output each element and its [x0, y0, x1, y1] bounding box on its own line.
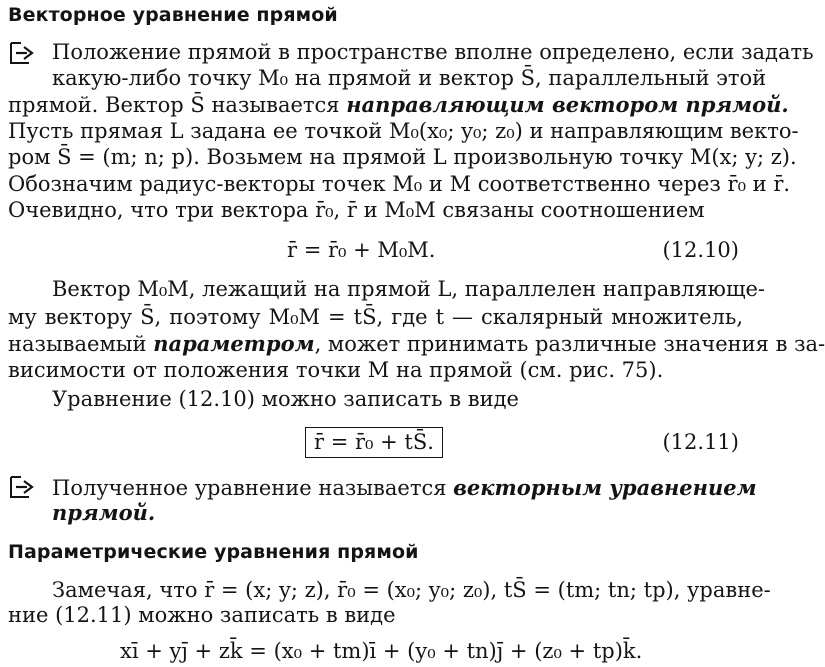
text-span: прямой. Вектор S̄ называется [8, 93, 347, 117]
paragraph-line: Вектор M₀M, лежащий на прямой L, параллелен направляюще- [52, 277, 766, 301]
term-parameter: параметром [153, 331, 315, 356]
paragraph-line: му вектору S̄, поэтому M₀M = tS̄, где t — скалярный множитель, [8, 305, 743, 329]
text-span: называемый [8, 332, 154, 356]
term-direction-vector: направляющим вектором прямой. [346, 92, 789, 117]
section-title-vector-equation: Векторное уравнение прямой [8, 4, 338, 26]
paragraph-line: Очевидно, что три вектора r̄₀, r̄ и M₀M связаны соотношением [8, 198, 705, 222]
equation-12-10: r̄ = r̄₀ + M₀M. [287, 238, 436, 262]
paragraph-line: Уравнение (12.10) можно записать в виде [52, 387, 519, 411]
paragraph-line [8, 331, 825, 356]
definition-arrow-icon [9, 40, 36, 66]
paragraph-line: Замечая, что r̄ = (x; y; z), r̄₀ = (x₀; y₀; z₀), tS̄ = (tm; tn; tp), уравне- [52, 578, 771, 602]
definition-arrow-icon [9, 474, 36, 500]
equation-12-11-boxed: r̄ = r̄₀ + tS̄. [305, 427, 443, 458]
paragraph-line: Положение прямой в пространстве вполне определено, если задать [52, 40, 814, 64]
paragraph-line: какую-либо точку M₀ на прямой и вектор S̄, параллельный этой [52, 66, 767, 90]
paragraph-line: ром S̄ = (m; n; p). Возьмем на прямой L произвольную точку M(x; y; z). [8, 145, 797, 169]
paragraph-line [52, 475, 757, 500]
paragraph-line [52, 502, 743, 524]
equation-vector-expansion: xī + yj̄ + zk̄ = (x₀ + tm)ī + (y₀ + tn)j̄ + (z₀ + tp)k̄. [120, 639, 643, 663]
paragraph-line: Обозначим радиус-векторы точек M₀ и M соответственно через r̄₀ и r̄. [8, 172, 791, 196]
term-vector-equation: векторным уравнением [453, 475, 757, 500]
section-title-parametric-equations: Параметрические уравнения прямой [8, 541, 419, 563]
paragraph-line: висимости от положения точки M на прямой (см. рис. 75). [8, 358, 664, 382]
equation-number: (12.10) [662, 238, 739, 262]
paragraph-line: Пусть прямая L задана ее точкой M₀(x₀; y₀; z₀) и направляющим векто- [8, 119, 799, 143]
text-span: , может принимать различные значения в за- [314, 332, 825, 356]
term-line: прямой. [52, 500, 156, 525]
paragraph-line: ние (12.11) можно записать в виде [8, 603, 396, 627]
equation-number: (12.11) [662, 430, 739, 454]
text-span: Полученное уравнение называется [52, 476, 454, 500]
paragraph-line [8, 92, 789, 117]
